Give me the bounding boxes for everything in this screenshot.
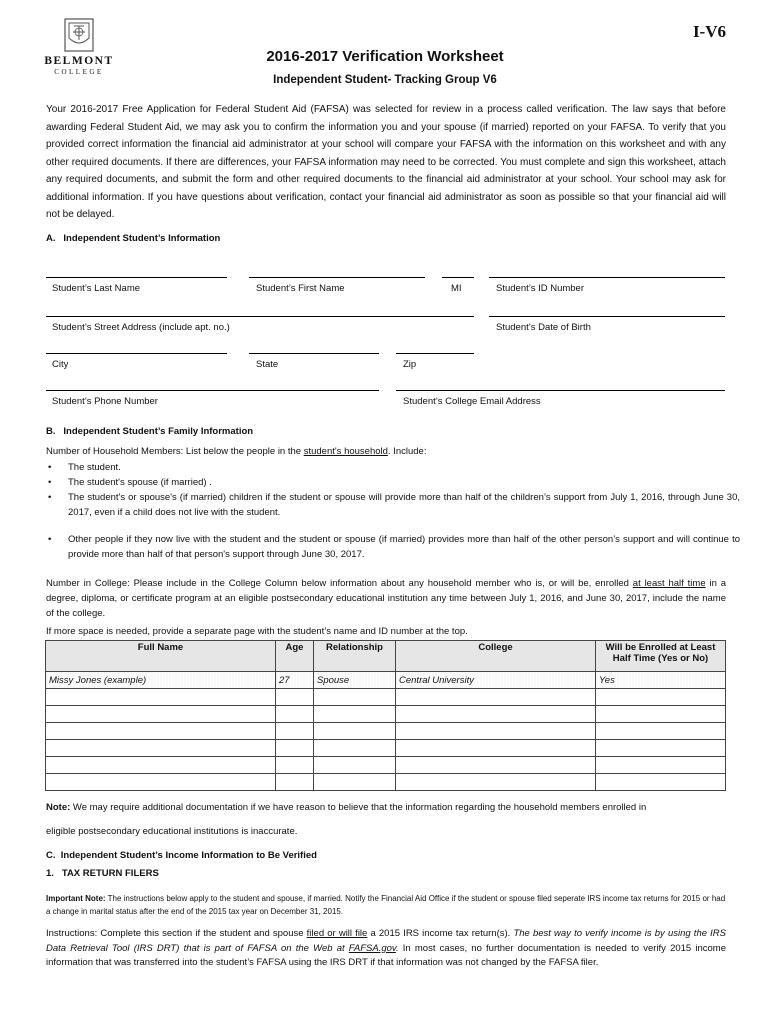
name-cell[interactable] (46, 740, 276, 757)
age-cell[interactable] (276, 706, 314, 723)
half-time-cell[interactable] (596, 757, 726, 774)
list-item: • The student's spouse (if married) . (46, 475, 740, 490)
fafsa-gov-link[interactable]: FAFSA.gov (348, 942, 396, 954)
list-item: • Other people if they now live with the student and the student or spouse (if married) provides more than half of the other person’s support and will continue to provide more than half of that person's support through June 30, 2017. (46, 532, 740, 562)
example-half-time-cell: Yes (596, 672, 726, 689)
age-cell[interactable] (276, 774, 314, 791)
column-header-age: Age (276, 641, 314, 672)
name-cell[interactable] (46, 723, 276, 740)
first-name-label: Student’s First Name (256, 283, 345, 294)
mi-label: MI (451, 283, 462, 294)
age-cell[interactable] (276, 689, 314, 706)
email-label: Student’s College Email Address (403, 396, 541, 407)
relationship-cell[interactable] (314, 723, 396, 740)
first-name-field[interactable] (249, 277, 425, 278)
table-row[interactable] (46, 706, 726, 723)
last-name-field[interactable] (46, 277, 227, 278)
zip-field[interactable] (396, 353, 474, 354)
section-a-heading: A. Independent Student’s Information (46, 233, 221, 244)
logo-subtitle: COLLEGE (54, 68, 104, 76)
name-cell[interactable] (46, 774, 276, 791)
student-id-field[interactable] (489, 277, 725, 278)
relationship-cell[interactable] (314, 740, 396, 757)
belmont-crest-icon (64, 18, 94, 52)
relationship-cell[interactable] (314, 689, 396, 706)
example-relationship-cell: Spouse (314, 672, 396, 689)
household-bullet-list (46, 460, 740, 562)
table-row[interactable] (46, 774, 726, 791)
relationship-cell[interactable] (314, 706, 396, 723)
state-label: State (256, 359, 279, 370)
table-row[interactable] (46, 689, 726, 706)
table-row[interactable] (46, 757, 726, 774)
phone-label: Student’s Phone Number (52, 396, 158, 407)
list-item: • The student's or spouse's (if married) children if the student or spouse will provide more than half of the children’s support from July 1, 2016, through June 30, 2017, even if a child does not live with the student. (46, 490, 740, 520)
student-id-label: Student’s ID Number (496, 283, 585, 294)
half-time-cell[interactable] (596, 723, 726, 740)
section-b-heading: B. Independent Student’s Family Information (46, 426, 254, 437)
mi-field[interactable] (442, 277, 474, 278)
college-cell[interactable] (396, 774, 596, 791)
city-label: City (52, 359, 69, 370)
name-cell[interactable] (46, 689, 276, 706)
instructions-paragraph: Instructions: Complete this section if the student and spouse filed or will file a 2015 IRS income tax return(s). The best way to verify income is by using the IRS Data Retrieval Tool (IRS DRT) that is part of FAFSA on the Web at FAFSA.gov. In most cases, no further documentation is needed to verify 2015 income information that was transferred into the student’s FAFSA using the IRS DRT if that information was not changed by the FAFSA filer. (46, 928, 726, 968)
example-name-cell: Missy Jones (example) (46, 672, 276, 689)
table-row[interactable] (46, 723, 726, 740)
college-cell[interactable] (396, 757, 596, 774)
name-cell[interactable] (46, 757, 276, 774)
college-cell[interactable] (396, 723, 596, 740)
page-subtitle: Independent Student- Tracking Group V6 (273, 74, 497, 86)
example-college-cell: Central University (396, 672, 596, 689)
street-address-label: Student’s Street Address (include apt. no.) (52, 322, 230, 333)
college-cell[interactable] (396, 740, 596, 757)
email-field[interactable] (396, 390, 725, 391)
column-header-half-time: Will be Enrolled at Least Half Time (Yes or No) (596, 641, 726, 672)
household-intro: Number of Household Members: List below the people in the student's household. Include: (46, 446, 427, 457)
date-of-birth-field[interactable] (489, 316, 725, 317)
form-code: I-V6 (692, 22, 726, 41)
college-logo (40, 18, 118, 76)
relationship-cell[interactable] (314, 774, 396, 791)
number-in-college-paragraph: Number in College: Please include in the College Column below information about any household member who is, or will be, enrolled at least half time in a degree, diploma, or certificate program at an eligible postsecondary educational institution any time between July 1, 2016, and June 30, 2017, include the name of the college. (46, 578, 726, 619)
column-header-college: College (396, 641, 596, 672)
column-header-relationship: Relationship (314, 641, 396, 672)
intro-paragraph: Your 2016-2017 Free Application for Federal Student Aid (FAFSA) was selected for review in a process called verification. The law says that before awarding Federal Student Aid, we may ask you to confirm the information you and your spouse (if married) reported on your FAFSA. To verify that you provided correct information the financial aid administrator at your school will compare your FAFSA with the information on this worksheet and with any other required documents. If there are differences, your FAFSA information may need to be corrected. You must complete and sign this worksheet, attach any required documents, and submit the form and other required documents to the financial aid administrator at your school. Your school may ask for additional information. If you have questions about verification, contact your financial aid administrator as soon as possible so that your financial aid will not be delayed. (46, 104, 726, 220)
page-title: 2016-2017 Verification Worksheet (266, 48, 504, 65)
age-cell[interactable] (276, 723, 314, 740)
half-time-cell[interactable] (596, 689, 726, 706)
age-cell[interactable] (276, 740, 314, 757)
relationship-cell[interactable] (314, 757, 396, 774)
note-paragraph-continued: eligible postsecondary educational institutions is inaccurate. (46, 826, 298, 837)
section-c-heading: C. Independent Student’s Income Information to Be Verified (46, 850, 317, 861)
name-cell[interactable] (46, 706, 276, 723)
city-field[interactable] (46, 353, 227, 354)
state-field[interactable] (249, 353, 379, 354)
date-of-birth-label: Student’s Date of Birth (496, 322, 591, 333)
zip-label: Zip (403, 359, 417, 370)
important-note: Important Note: The instructions below apply to the student and spouse, if married. Notify the Financial Aid Office if the student or spouse filed seperate IRS income tax returns for 2015 or had a change in marital status after the end of the 2015 tax year on December 31, 2015. (46, 894, 726, 916)
phone-field[interactable] (46, 390, 379, 391)
column-header-full-name: Full Name (46, 641, 276, 672)
note-paragraph: Note: We may require additional documentation if we have reason to believe that the information regarding the household members enrolled in (46, 802, 647, 813)
space-note: If more space is needed, provide a separate page with the student’s name and ID number at the top. (46, 626, 468, 637)
half-time-cell[interactable] (596, 774, 726, 791)
street-address-field[interactable] (46, 316, 474, 317)
college-cell[interactable] (396, 689, 596, 706)
logo-name: BELMONT (44, 55, 114, 67)
table-row (46, 672, 726, 689)
college-cell[interactable] (396, 706, 596, 723)
age-cell[interactable] (276, 757, 314, 774)
last-name-label: Student’s Last Name (52, 283, 141, 294)
table-row[interactable] (46, 740, 726, 757)
example-age-cell: 27 (276, 672, 314, 689)
tax-return-filers-heading: 1. TAX RETURN FILERS (46, 868, 159, 879)
half-time-cell[interactable] (596, 740, 726, 757)
household-members-table (45, 640, 726, 791)
half-time-cell[interactable] (596, 706, 726, 723)
list-item: • The student. (46, 460, 740, 475)
